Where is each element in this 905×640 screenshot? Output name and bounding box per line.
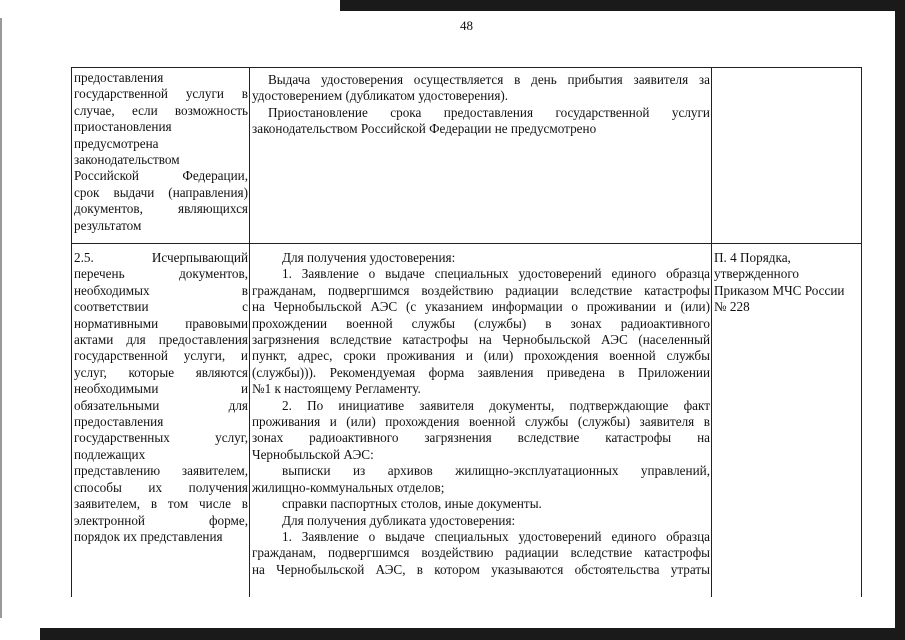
scan-border-bottom bbox=[40, 628, 905, 640]
table-row bbox=[71, 67, 862, 244]
row2-col1: 2.5. Исчерпывающий перечень документов, необходимых в соответствии с нормативными правовыми актами для предоставления государственной услуги, и услуг, которые являются необходимыми и обязательными для предоставления государственных услуг, подлежащих представлению заявителем, способы их получения заявителем, в том числе в электронной форме, порядок их представления bbox=[74, 250, 248, 544]
table-row bbox=[71, 243, 862, 598]
row1-col1: предоставления государственной услуги в случае, если возможность приостановления предусмотрена законодательством Российской Федерации, срок выдачи (направления) документов, являющихся результатом bbox=[74, 70, 248, 233]
page-number: 48 bbox=[460, 18, 473, 33]
row2-col2: Для получения удостоверения: 1. Заявление о выдаче специальных удостоверений единого образца гражданам, подвергшимся воздействию радиации вследствие катастрофы на Чернобыльской АЭС (с указанием информации о проживании и (или) прохождении военной службы (службы) в зонах радиоактивного загрязнения вследствие катастрофы на Чернобыльской АЭС (населенный пункт, адрес, сроки проживания и (или) прохождения военной службы (службы))). Рекомендуемая форма заявления приведена в Приложении №1 к настоящему Регламенту. 2. По инициативе заявителя документы, подтверждающие факт проживания и (или) прохождения военной службы (службы) заявителя в зонах радиоактивного загрязнения вследствие катастрофы на Чернобыльской АЭС: выписки из архивов жилищно-эксплуатационных управлений, жилищно-коммунальных отделов; справки паспортных столов, иные документы. Для получения дубликата удостоверения: 1. Заявление о выдаче специальных удостоверений единого образца гражданам, подвергшимся воздействию радиации вследствие катастрофы на Чернобыльской АЭС, в котором указываются обстоятельства утраты bbox=[252, 250, 710, 577]
scan-border-top bbox=[340, 0, 900, 11]
scan-border-right bbox=[895, 0, 905, 640]
row1-col2: Выдача удостоверения осуществляется в день прибытия заявителя за удостоверением (дубликатом удостоверения). Приостановление срока предоставления государственной услуги законодательством Российской Федерации не предусмотрено bbox=[252, 72, 710, 137]
scan-border-left bbox=[0, 18, 2, 618]
row2-col3: П. 4 Порядка, утвержденного Приказом МЧС России № 228 bbox=[714, 250, 845, 315]
